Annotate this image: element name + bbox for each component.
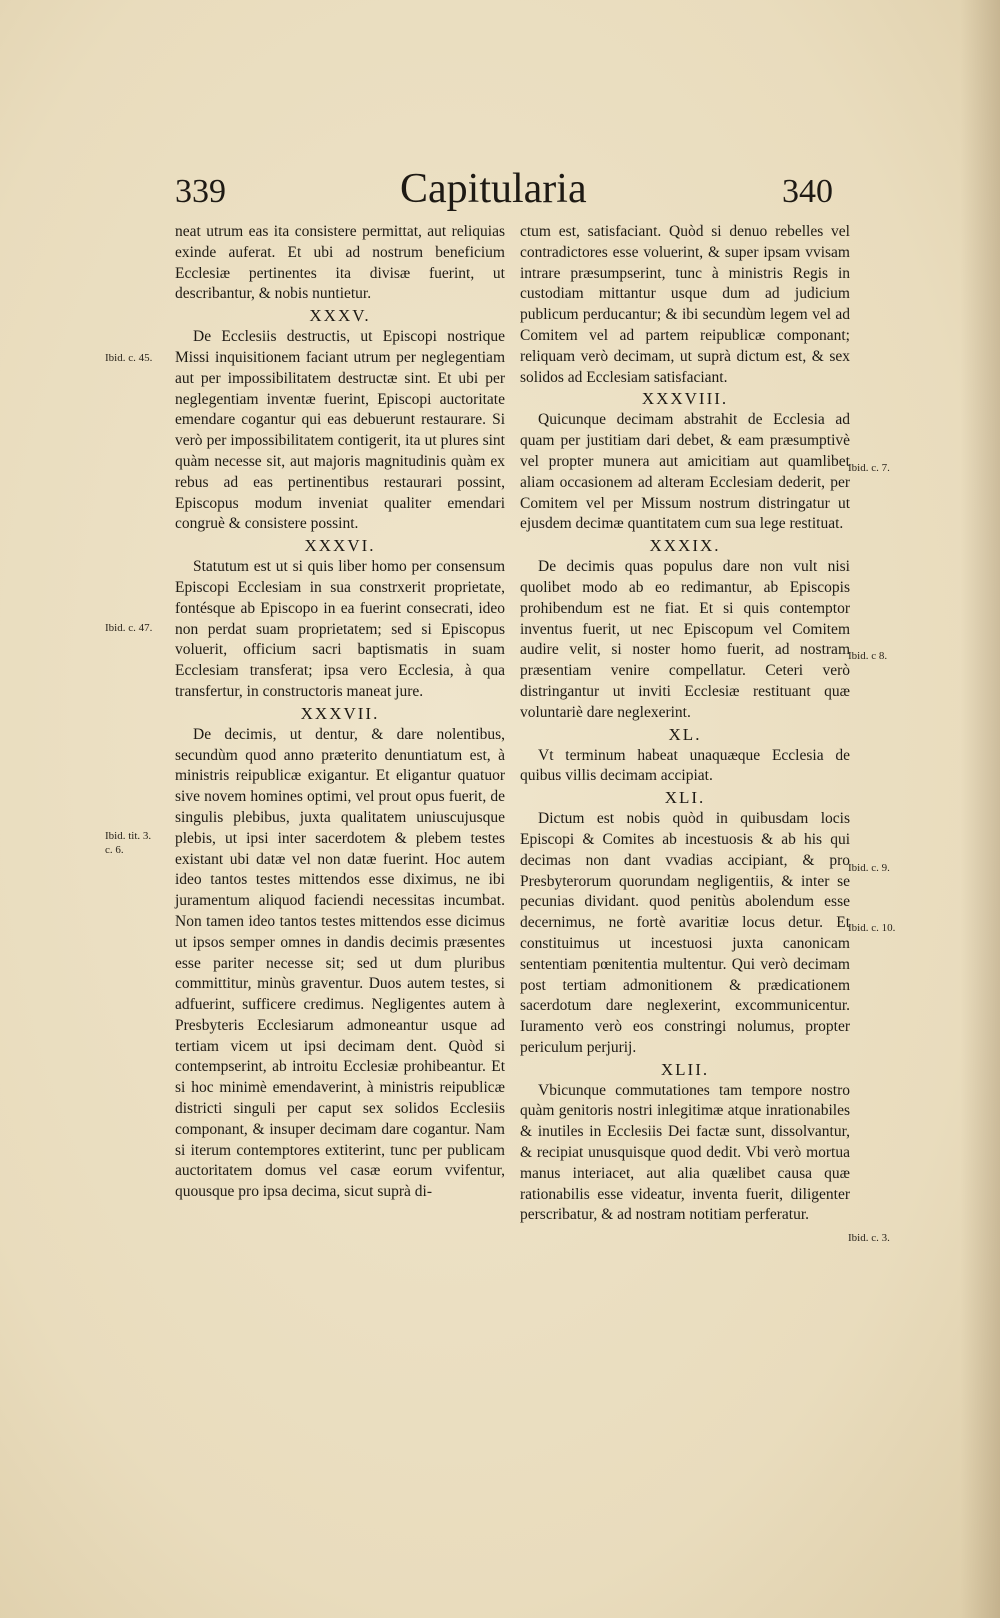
chapter-heading-36: XXXVI. [304, 536, 376, 556]
chapter-heading-39: XXXIX. [649, 536, 721, 556]
chapter-heading-40: XL. [668, 724, 702, 744]
paragraph-continued-right: ctum est, satisfaciant. Quòd si denuo rebelles vel contradictores esse voluerint, & super ipsam vvisam intrare præsumpserint, tunc à ministris Regis in custodiam mittantur usque dum ad judicium publicum perducantur; & ibi secundùm legem vel ad Comitem vel ad partem reipublicæ componant; reliquam verò decimam, ut suprà dictum est, & sex solidos ad Ecclesiam satisfaciant. [520, 223, 850, 386]
paragraph-42: Vbicunque commutationes tam tempore nostro quàm genitoris nostri inlegitimæ atque inrationabiles & inutiles in Ecclesiis Dei factæ sunt, dissolvantur, & recipiat unusquisque quod dedit. Vbi verò mortua manus interiacet, aut alia quælibet causa quæ rationabilis esse videatur, inventa fuerit, diligenter perscribatur, & ad nostram notitiam perferatur. [520, 1081, 850, 1224]
right-column [520, 222, 850, 1226]
chapter-heading-41: XLI. [664, 788, 706, 808]
paragraph-36: Statutum est ut si quis liber homo per consensum Episcopi Ecclesiam in sua constrxerit proprietate, fontésque ab Episcopo in ea fuerint consecrati, ideo non perdat suam proprietatem; sed si Episcopus voluerit, officium sacri baptismatis in suam Ecclesiam transferat; ipsa vero Ecclesia, à qua transfertur, in constructoris maneat jure. [175, 558, 505, 700]
margin-note-42: Ibid. c. 3. [848, 1232, 890, 1244]
chapter-heading-35: XXXV. [309, 306, 371, 326]
margin-note-35: Ibid. c. 45. [105, 352, 153, 364]
page-number-right: 340 [782, 173, 833, 210]
paragraph-continued: neat utrum eas ita consistere permittat, aut reliquias exinde auferat. Et ubi ad nostrum beneficium Ecclesiæ pertinentes ita divisæ fuerint, ut describantur, & nobis nuntietur. [175, 223, 505, 303]
margin-note-37a: Ibid. tit. 3. [105, 830, 152, 842]
paragraph-40: Vt terminum habeat unaquæque Ecclesia de quibus villis decimam accipiat. [520, 746, 850, 785]
margin-note-40: Ibid. c. 9. [848, 862, 890, 874]
paragraph-37: De decimis, ut dentur, & dare nolentibus, secundùm quod anno præterito denuntiatum est, à ministris reipublicæ exigantur. Et eligantur quatuor sive novem homines optimi, vel prout opus fuerit, de singulis plebibus, juxta qualitatem uniuscujusque plebis, ut ipsi inter sacerdotem & plebem testes existant ubi datæ vel non datæ fuerint. Hoc autem ideo tantos testes mittendos esse diximus, ne ibi juramentum aliquod faciendi necessitas incumbat. Non tamen ideo tantos testes mittendos esse dicimus ut ipsos semper omnes in dandis decimis præsentes esse pariter necesse sit; sed ut dum pluribus committitur, minùs graventur. Duos autem testes, si adfuerint, sufficere credimus. Negligentes autem à Presbyteris Ecclesiarum admoneantur usque ad tertiam vicem ut ipsi decimam dent. Quòd si contempserint, ab introitu Ecclesiæ prohibeantur. Et si hoc minimè emendaverint, à ministris reipublicæ districti singuli per caput sex solidos Ecclesiis componant, & insuper decimam dare cogantur. Nam si iterum contemptores extiterint, tunc per publicam auctoritatem domus vel casæ eorum vvifentur, quousque pro ipsa decima, sicut suprà di- [175, 725, 505, 1201]
chapter-heading-37: XXXVII. [300, 703, 380, 723]
margin-note-41: Ibid. c. 10. [848, 922, 896, 934]
chapter-heading-42: XLII. [660, 1059, 710, 1079]
paragraph-35: De Ecclesiis destructis, ut Episcopi nostrique Missi inquisitionem faciant utrum per neglegentiam aut per impossibilitatem destructæ sint. Et ubi per neglegentiam inventæ fuerint, Episcopi auctoritate emendare cogantur qui eas debuerunt restaurare. Si verò per impossibilitatem contigerit, ita ut plures sint quàm necesse sit, aut majoris magnitudinis quàm ex rebus ad eas pertinentibus restaurari possint, Episcopus modum inveniat qualiter emendari congruè & consistere possint. [175, 328, 505, 533]
paragraph-39: De decimis quas populus dare non vult nisi quolibet modo ab eo redimantur, ab Episcopis prohibendum est ne fiat. Et si quis contemptor inventus fuerit, ut nec Episcopum vel Comitem audire velit, si noster homo fuerit, ad nostram præsentiam venire compellatur. Ceteri verò distringantur ut inviti Ecclesiæ restituant quæ voluntariè dare neglexerint. [520, 558, 850, 721]
margin-note-39: Ibid. c 8. [848, 650, 888, 662]
margin-note-38: Ibid. c. 7. [848, 462, 890, 474]
page-number-left: 339 [175, 173, 226, 210]
margin-note-37b: c. 6. [105, 844, 124, 856]
chapter-heading-38: XXXVIII. [641, 389, 729, 409]
page-header [0, 165, 1000, 225]
paragraph-41: Dictum est nobis quòd in quibusdam locis Episcopi & Comites ab incestuosis & ab his qui decimas non dant vvadias accipiant, & pro Presbyterorum quorundam negligentiis, & inter se pecunias dividant. quod penitùs abolendum esse decernimus, ne fortè avaritiæ locus detur. Et constituimus ut incestuosi juxta canonicam sententiam pœnitentia multentur. Qui verò decimam post tertiam admonitionem & prædicationem sacerdotum dare neglexerint, excommunicentur. Iuramento verò eos constringi nolumus, propter periculum perjurij. [520, 810, 850, 1056]
page-edge-shadow [960, 0, 1000, 1618]
running-title: Capitularia [400, 166, 587, 212]
margin-note-36: Ibid. c. 47. [105, 622, 153, 634]
paragraph-38: Quicunque decimam abstrahit de Ecclesia ad quam per justitiam dari debet, & eam præsumptivè vel propter munera aut amicitiam aut quamlibet aliam occasionem ad alteram Ecclesiam dederit, per Comitem vel per Missum nostrum distringatur ut ejusdem decimæ quantitatem cum sua lege restituat. [520, 411, 850, 533]
left-column [175, 222, 505, 1203]
